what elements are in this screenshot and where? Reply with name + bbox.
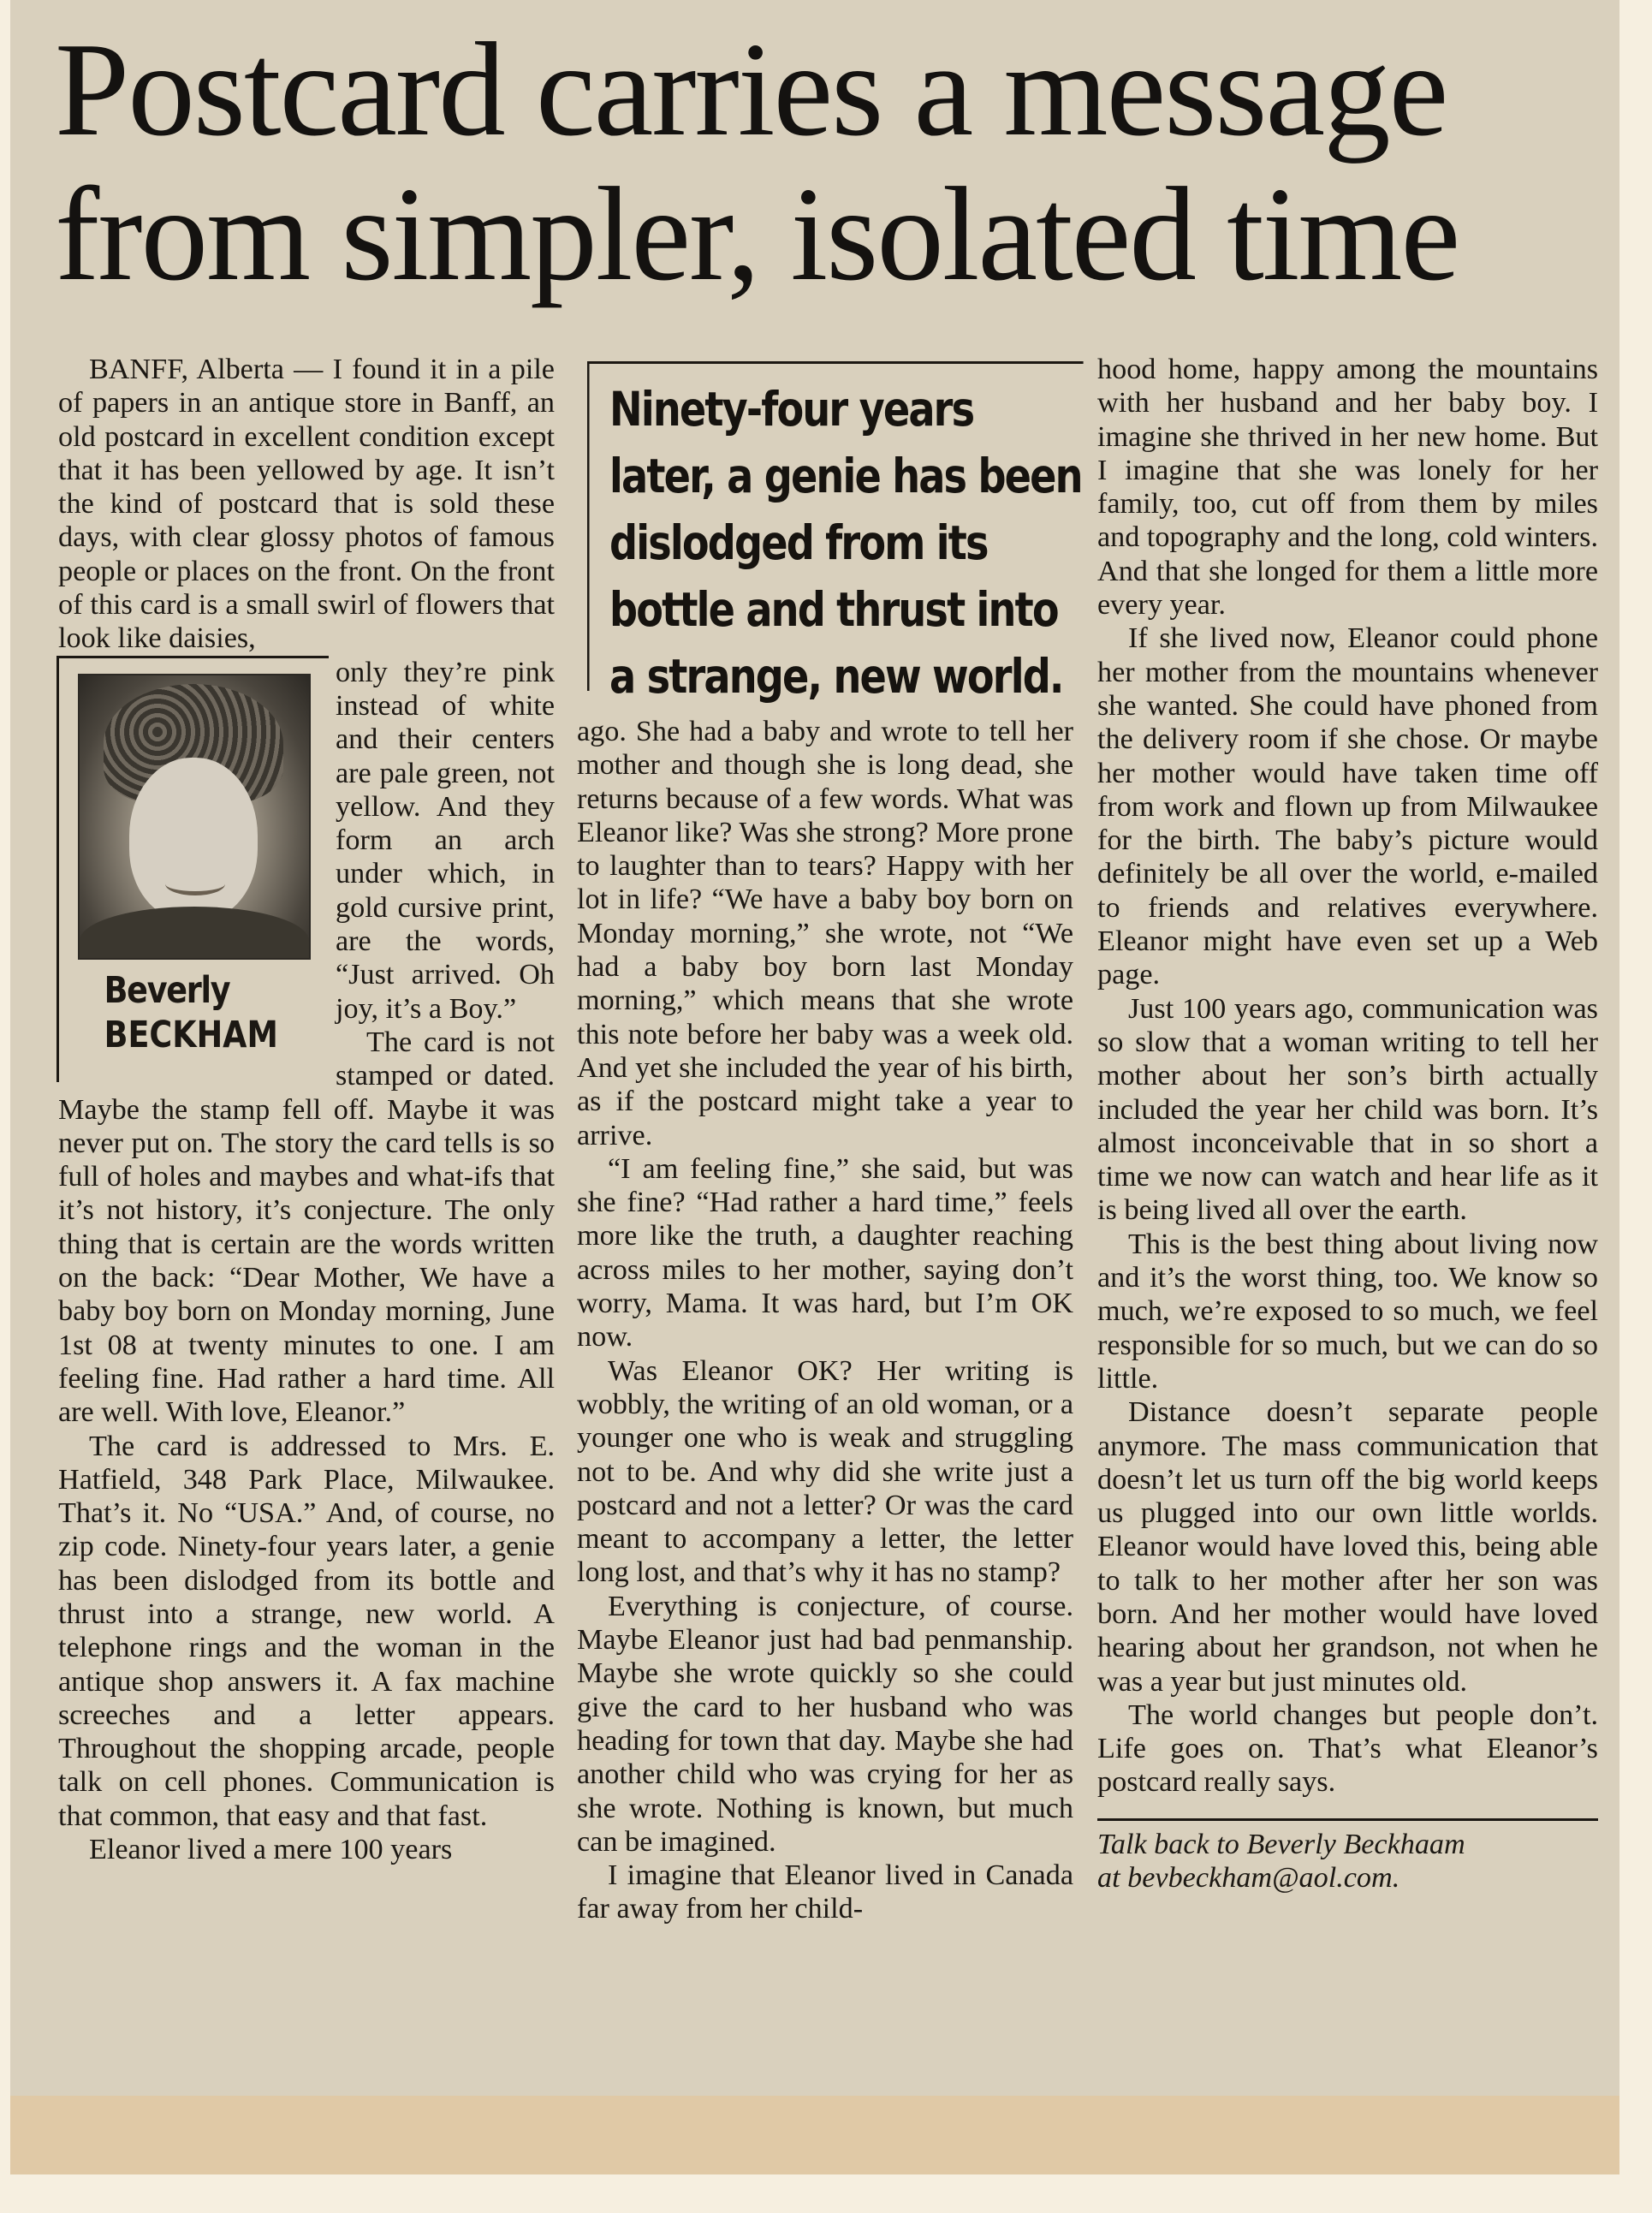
article-column-3 <box>1097 353 1598 1895</box>
paragraph-continuation: only they’re pink instead of white and their centers are pale green, not yellow. And they form an arch under which, in gold cursive print, are the words, “Just arrived. Oh joy, it’s a Boy.” <box>336 656 555 1025</box>
byline <box>78 968 291 1057</box>
paragraph: Distance doesn’t separate people anymore. The mass communication that doesn’t let us turn off the big world keeps us plugged into our own little worlds. Eleanor would have loved this, being able to talk to her mother after her son was born. And her mother would have loved hearing about her grandson, not when he was a year but just minutes old. <box>1097 1396 1598 1698</box>
signoff <box>1097 1818 1598 1895</box>
paragraph: Everything is conjecture, of course. Maybe Eleanor just had bad penmanship. Maybe she wrote quickly so she could give the card to her husband who was heading for town that day. Maybe she had another child who was crying for her as she wrote. Nothing is known, but much can be imagined. <box>577 1590 1073 1858</box>
author-portrait-icon <box>78 674 311 960</box>
column-2-text <box>577 715 1073 1926</box>
byline-last-name: BECKHAM <box>104 1013 278 1056</box>
byline-first-name: Beverly <box>104 968 230 1012</box>
paragraph: This is the best thing about living now and it’s the worst thing, too. We know so much, we’re exposed to so much, we feel responsible for so much, but we can do so little. <box>1097 1228 1598 1395</box>
article-column-2 <box>577 353 1082 1926</box>
headline-line-1: Postcard carries a message <box>55 15 1447 164</box>
paragraph: The card is addressed to Mrs. E. Hatfield, 348 Park Place, Milwaukee. That’s it. No “USA.” And, of course, no zip code. Ninety-four years later, a genie has been dislodged from its bottle and thrust into a strange, new world. A telephone rings and the woman in the antique shop answers it. A fax machine screeches and a letter appears. Throughout the shopping arcade, people talk on cell phones. Communication is that common, that easy and that fast. <box>58 1430 555 1832</box>
signoff-email: at bevbeckham@aol.com. <box>1097 1862 1400 1895</box>
paragraph: Just 100 years ago, communication was so slow that a woman writing to tell her mother about her son’s birth actually included the year her child was born. It’s almost inconceivable that in so short a time we now can watch and hear life as it is being lived all over the earth. <box>1097 992 1598 1227</box>
paper-edge <box>10 2096 1619 2174</box>
paragraph: “I am feeling fine,” she said, but was she fine? “Had rather a hard time,” feels more like the truth, a daughter reaching across miles to her mother, saying don’t worry, Mama. It was hard, but I’m OK now. <box>577 1152 1073 1353</box>
paragraph: Was Eleanor OK? Her writing is wobbly, the writing of an old woman, or a younger one who is weak and struggling not to be. And why did she write just a postcard and not a letter? Or was the card meant to accompany a letter, the letter long lost, and that’s why it has no stamp? <box>577 1354 1073 1589</box>
paragraph: The card is not stamped or dated. Maybe the stamp fell off. Maybe it was never put on. The story the card tells is so full of holes and maybes and what-ifs that it’s not history, it’s conjecture. The only thing that is certain are the words written on the back: “Dear Mother, We have a baby boy born on Monday morning, June 1st 08 at twenty minutes to one. I am feeling fine. Had rather a hard time. All are well. With love, Eleanor.” <box>58 1026 555 1429</box>
author-photo-block <box>56 656 329 1082</box>
newspaper-clipping <box>10 0 1619 2174</box>
headline <box>55 17 1619 306</box>
paragraph: If she lived now, Eleanor could phone her mother from the mountains whenever she wanted. She could have phoned from the delivery room if she chose. Or maybe her mother would have taken time off from work and flown up from Milwaukee for the birth. The baby’s picture would definitely be all over the world, e-mailed to friends and relatives everywhere. Eleanor might have even set up a Web page. <box>1097 622 1598 991</box>
paragraph: Eleanor lived a mere 100 years <box>89 1834 453 1866</box>
pull-quote: Ninety-four years later, a genie has been dislodged from its bottle and thrust into a strange, new world. <box>587 361 1084 691</box>
signoff-line-1: Talk back to Beverly Beckhaam <box>1097 1828 1465 1860</box>
article-column-1 <box>58 353 555 1866</box>
paragraph: BANFF, Alberta — I found it in a pile of papers in an antique store in Banff, an old postcard in excellent condition except that it has been yellowed by age. It isn’t the kind of postcard that is sold these days, with clear glossy photos of famous people or places on the front. On the front of this card is a small swirl of flowers that look like daisies, Beverly BECKHAM only they’re pink instead of white and their centers are pale green, not yellow. And they form an arch under which, in gold cursive print, are the words, “Just arrived. Oh joy, it’s a Boy.” <box>58 353 555 1026</box>
headline-line-2: from simpler, isolated time <box>55 159 1459 308</box>
paragraph: I imagine that Eleanor lived in Canada far away from her child- <box>577 1859 1073 1925</box>
paragraph: hood home, happy among the mountains with her husband and her baby boy. I imagine she thrived in her new home. But I imagine that she was lonely for her family, too, cut off from them by miles and topography and the long, cold winters. And that she longed for them a little more every year. <box>1097 354 1598 622</box>
paragraph: The world changes but people don’t. Life goes on. That’s what Eleanor’s postcard really says. <box>1097 1698 1598 1799</box>
paragraph: ago. She had a baby and wrote to tell her mother and though she is long dead, she returns because of a few words. What was Eleanor like? Was she strong? More prone to laughter than to tears? Happy with her lot in life? “We have a baby boy born on Monday morning,” she wrote, not “We had a baby boy born last Monday morning,” which means that she wrote this note before her baby was a week old. And yet she included the year of his birth, as if the postcard might take a year to arrive. <box>577 716 1073 1151</box>
